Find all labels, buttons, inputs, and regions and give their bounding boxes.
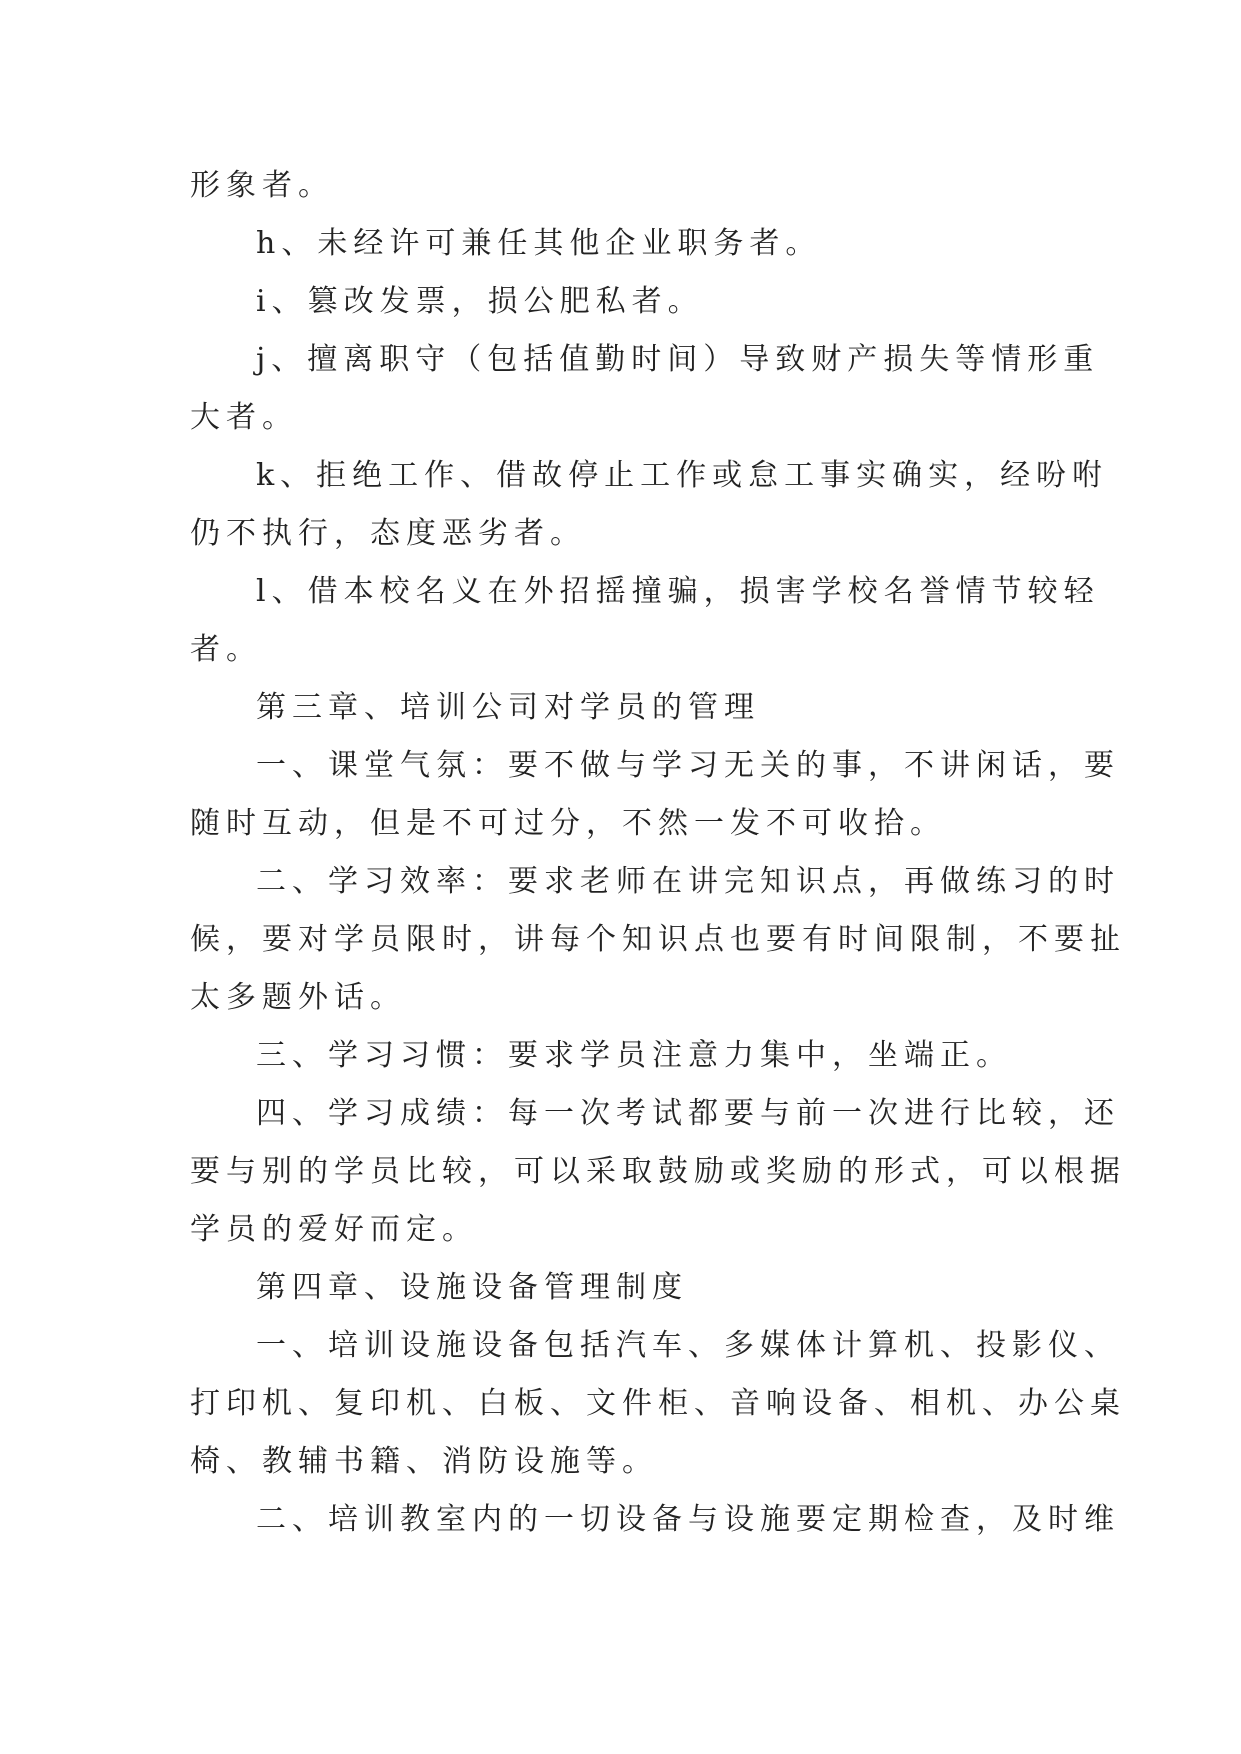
text-line: 候，要对学员限时，讲每个知识点也要有时间限制，不要扯 [190, 922, 1126, 957]
text-line: 一、课堂气氛：要不做与学习无关的事，不讲闲话，要 [256, 748, 1120, 783]
text-line: h、未经许可兼任其他企业职务者。 [256, 226, 822, 261]
text-line: 太多题外话。 [190, 980, 406, 1015]
text-line: 四、学习成绩：每一次考试都要与前一次进行比较，还 [256, 1096, 1120, 1131]
text-line: 三、学习习惯：要求学员注意力集中，坐端正。 [256, 1038, 1012, 1073]
text-line: 者。 [190, 632, 262, 667]
text-line: 要与别的学员比较，可以采取鼓励或奖励的形式，可以根据 [190, 1154, 1126, 1189]
text-line: 大者。 [190, 400, 298, 435]
text-line: 随时互动，但是不可过分，不然一发不可收拾。 [190, 806, 946, 841]
document-body [190, 157, 1126, 1549]
text-line: 打印机、复印机、白板、文件柜、音响设备、相机、办公桌 [190, 1386, 1126, 1421]
text-line: 形象者。 [190, 168, 334, 203]
chapter-heading: 第四章、设施设备管理制度 [256, 1270, 688, 1305]
text-line: 椅、教辅书籍、消防设施等。 [190, 1444, 658, 1479]
text-line: i、篡改发票，损公肥私者。 [256, 284, 704, 319]
chapter-heading: 第三章、培训公司对学员的管理 [256, 690, 760, 725]
text-line: l、借本校名义在外招摇撞骗，损害学校名誉情节较轻 [256, 574, 1100, 609]
text-line: 学员的爱好而定。 [190, 1212, 478, 1247]
text-line: 仍不执行，态度恶劣者。 [190, 516, 586, 551]
text-line: 一、培训设施设备包括汽车、多媒体计算机、投影仪、 [256, 1328, 1120, 1363]
text-line: 二、培训教室内的一切设备与设施要定期检查，及时维 [256, 1502, 1120, 1537]
text-line: 二、学习效率：要求老师在讲完知识点，再做练习的时 [256, 864, 1120, 899]
text-line: j、擅离职守（包括值勤时间）导致财产损失等情形重 [256, 342, 1100, 377]
text-line: k、拒绝工作、借故停止工作或怠工事实确实，经吩咐 [256, 458, 1109, 493]
